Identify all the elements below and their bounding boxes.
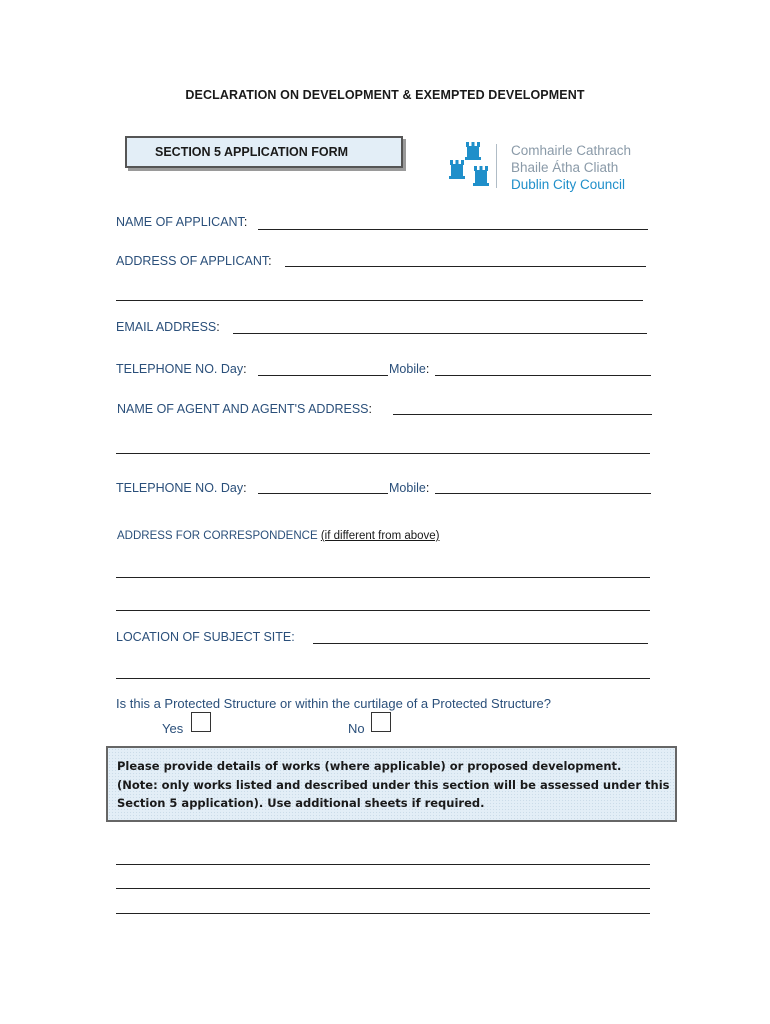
telephone-day-label: TELEPHONE NO. Day: — [116, 362, 247, 376]
correspondence-note: (if different from above) — [320, 530, 440, 542]
works-description-input-line-1[interactable] — [116, 864, 650, 865]
address-of-applicant-input[interactable] — [285, 266, 646, 267]
note-line-1: Please provide details of works (where applicable) or proposed development. — [117, 759, 622, 773]
note-line-2: (Note: only works listed and described under this section will be assessed under this — [117, 777, 670, 792]
mobile-input-2[interactable] — [435, 493, 651, 494]
no-checkbox[interactable] — [371, 712, 391, 732]
works-description-input-line-3[interactable] — [116, 913, 650, 914]
telephone-day-input[interactable] — [258, 375, 388, 376]
page-title: DECLARATION ON DEVELOPMENT & EXEMPTED DEVELOPMENT — [185, 88, 585, 102]
section-label-box — [125, 136, 403, 168]
correspondence-address-input[interactable] — [116, 577, 650, 578]
section-label: SECTION 5 APPLICATION FORM — [155, 145, 349, 159]
correspondence-address-input-line-2[interactable] — [116, 610, 650, 611]
name-of-applicant-label: NAME OF APPLICANT: — [116, 215, 248, 229]
logo-text-line-3: Dublin City Council — [511, 177, 626, 192]
mobile-label: Mobile: — [389, 362, 430, 376]
telephone-day-label-2: TELEPHONE NO. Day: — [116, 481, 247, 495]
works-description-input-line-2[interactable] — [116, 888, 650, 889]
agent-name-address-label: NAME OF AGENT AND AGENT'S ADDRESS: — [117, 402, 373, 416]
mobile-label-2: Mobile: — [389, 481, 430, 495]
address-of-applicant-input-line-2[interactable] — [116, 300, 643, 301]
protected-structure-question: Is this a Protected Structure or within the curtilage of a Protected Structure? — [116, 696, 551, 711]
logo-text-line-2: Bhaile Átha Cliath — [511, 160, 619, 175]
works-details-note-box — [106, 746, 677, 822]
email-address-label: EMAIL ADDRESS: — [116, 320, 220, 334]
location-of-site-input[interactable] — [313, 643, 648, 644]
mobile-input[interactable] — [435, 375, 651, 376]
name-of-applicant-input[interactable] — [258, 229, 648, 230]
address-of-applicant-label: ADDRESS OF APPLICANT: — [116, 254, 272, 268]
no-label: No — [348, 721, 365, 736]
yes-checkbox[interactable] — [191, 712, 211, 732]
note-line-3: Section 5 application). Use additional sheets if required. — [117, 796, 485, 810]
castle-icon — [447, 140, 497, 192]
correspondence-address-label: ADDRESS FOR CORRESPONDENCE (if different from above) — [117, 530, 440, 542]
location-of-site-input-line-2[interactable] — [116, 678, 650, 679]
agent-name-address-input[interactable] — [393, 414, 652, 415]
logo-text-line-1: Comhairle Cathrach — [511, 143, 632, 158]
yes-label: Yes — [162, 721, 184, 736]
location-of-site-label: LOCATION OF SUBJECT SITE: — [116, 630, 295, 644]
telephone-day-input-2[interactable] — [258, 493, 388, 494]
email-address-input[interactable] — [233, 333, 647, 334]
agent-address-input-line-2[interactable] — [116, 453, 650, 454]
